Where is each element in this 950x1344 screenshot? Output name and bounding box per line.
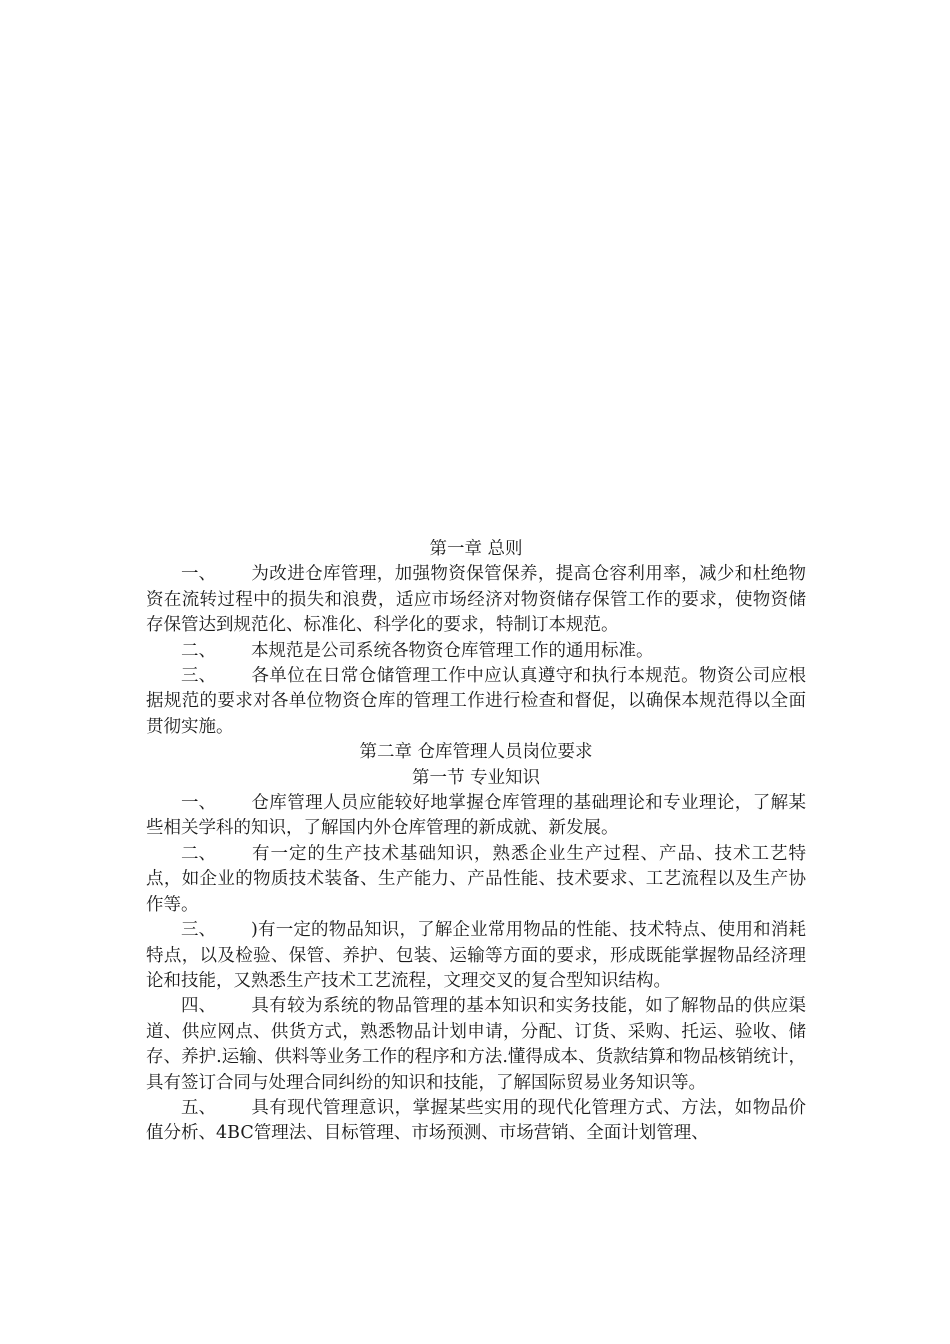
paragraph-text: 具有较为系统的物品管理的基本知识和实务技能，如了解物品的供应渠道、供应网点、供货方式，熟悉物品计划申请，分配、订货、采购、托运、验收、储存、养护.运输、供料等业务工作的程序和方法.懂得成本、货款结算和物品核销统计，具有签订合同与处理合同纠纷的知识和技能，了解国际贸易业务知识等。 — [146, 996, 806, 1093]
paragraph-number: 四、 — [181, 996, 216, 1017]
paragraph-text: 为改进仓库管理，加强物资保管保养，提高仓容利用率，减少和杜绝物资在流转过程中的损失和浪费，适应市场经济对物资储存保管工作的要求，使物资储存保管达到规范化、标准化、科学化的要求，特制订本规范。 — [146, 564, 806, 636]
paragraph-text: 各单位在日常仓储管理工作中应认真遵守和执行本规范。物资公司应根据规范的要求对各单位物资仓库的管理工作进行检查和督促，以确保本规范得以全面贯彻实施。 — [146, 666, 806, 737]
paragraph — [146, 842, 806, 918]
paragraph-number: 三、 — [181, 666, 216, 687]
paragraph-text: 本规范是公司系统各物资仓库管理工作的通用标准。 — [251, 640, 654, 661]
paragraph-number: 一、 — [181, 564, 216, 585]
paragraph-number: 一、 — [181, 793, 216, 814]
paragraph — [146, 791, 806, 842]
paragraph — [146, 918, 806, 994]
paragraph — [146, 1096, 806, 1147]
paragraph — [146, 664, 806, 740]
paragraph-text: )有一定的物品知识，了解企业常用物品的性能、技术特点、使用和消耗特点，以及检验、保管、养护、包装、运输等方面的要求，形成既能掌握物品经济理论和技能，又熟悉生产技术工艺流程，文理交叉的复合型知识结构。 — [146, 920, 806, 991]
section-heading: 第一章 总则 — [429, 539, 523, 559]
section-heading: 第二章 仓库管理人员岗位要求 — [359, 742, 593, 763]
paragraph-number: 三、 — [181, 920, 216, 941]
paragraph-number: 二、 — [181, 843, 216, 864]
document-body — [146, 537, 806, 1147]
paragraph-number: 五、 — [181, 1097, 216, 1118]
paragraph-text: 有一定的生产技术基础知识，熟悉企业生产过程、产品、技术工艺特点，如企业的物质技术装备、生产能力、产品性能、技术要求、工艺流程以及生产协作等。 — [146, 843, 806, 915]
paragraph-text: 具有现代管理意识，掌握某些实用的现代化管理方式、方法，如物品价值分析、4BC管理法、目标管理、市场预测、市场营销、全面计划管理、 — [146, 1097, 806, 1144]
paragraph — [146, 994, 806, 1096]
paragraph — [146, 562, 806, 638]
paragraph-number: 二、 — [181, 640, 216, 661]
section-heading: 第一节 专业知识 — [411, 767, 541, 788]
paragraph-text: 仓库管理人员应能较好地掌握仓库管理的基础理论和专业理论，了解某些相关学科的知识，了解国内外仓库管理的新成就、新发展。 — [146, 793, 806, 839]
paragraph — [146, 639, 806, 664]
